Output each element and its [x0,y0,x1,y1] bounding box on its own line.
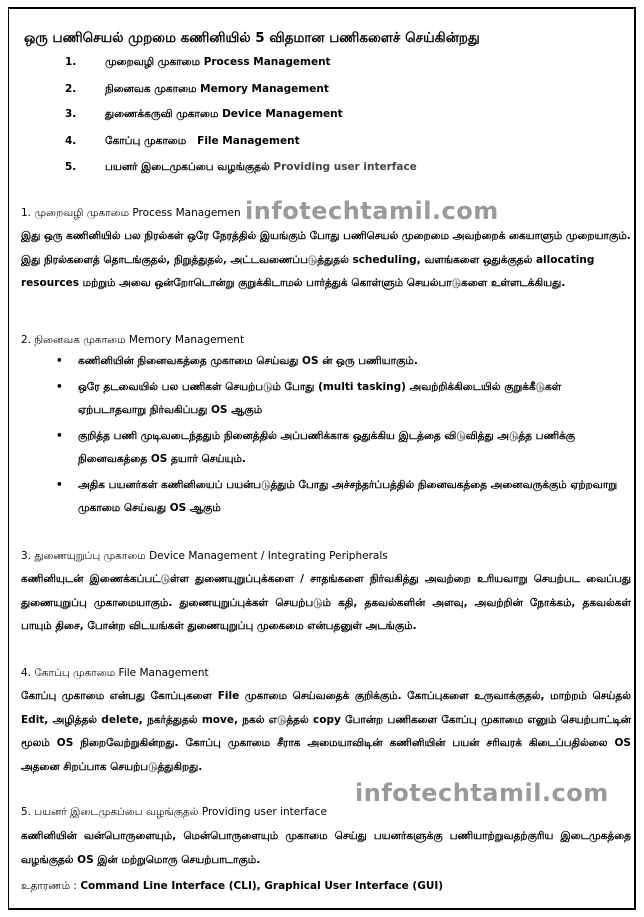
bullet-icon: • [56,380,63,393]
section-1-heading: 1. முறைவழி முகாமை Process Managemen [21,207,241,219]
example-line [21,880,443,893]
list-number: 3. [65,108,77,120]
bullet-item [48,474,628,521]
watermark: infotechtamil.com [245,197,499,225]
list-item [65,56,331,69]
bullet-text: அதிக பயனர்கள் கணினியைப் பயன்படுத்தும் போது அச்சந்தர்ப்பத்தில் நினைவகத்தை அனைவருக்கும் ஏற்றவாறு முகாமை செய்வது OS ஆகும் [78,478,618,514]
bullet-text: குறித்த பணி முடிவடைந்ததும் நினைத்தில் அப்பணிக்காக ஒதுக்கிய இடத்தை விடுவித்து அடுத்த பணிக்கு நினைவகத்தை OS தயார் செய்யும். [78,429,576,465]
list-tamil: பயனர் இடைமுகப்பை வழங்குதல் [105,161,270,173]
list-english: Process Management [203,56,331,68]
bullet-item [48,376,628,423]
list-tamil: முறைவழி முகாமை [105,56,201,68]
list-number: 1. [65,56,77,68]
list-item [65,108,343,121]
bullet-item [48,350,628,374]
section-4-body: கோப்பு முகாமை என்பது கோப்புகளை File முகாமை செய்வதைக் குறிக்கும். கோப்புகளை உருவாக்குதல், மாற்றம் செய்தல் Edit, அழித்தல் delete, நகர்த்துதல் move, நகல் எடுத்தல் copy போன்ற பணிகளை கோப்பு முகாமை எனும் செயற்பாட்டின் மூலம் OS நிறைவேற்றுகின்றது. கோப்பு முகாமை சீராக அமையாவிடின் கணினியின் பயன் சரிவரக் கிடைப்பதில்லை OS அதனை சிறப்பாக செயற்படுத்துகிறது. [21,690,631,773]
list-english: Providing user interface [273,161,417,173]
list-english: Memory Management [200,83,329,95]
list-tamil: கோப்பு முகாமை [105,135,187,147]
list-english: Device Management [222,108,343,120]
bullet-icon: • [56,355,63,367]
list-number: 5. [65,161,77,173]
bullet-icon: • [56,429,63,442]
list-number: 2. [65,83,77,95]
page-title: ஒரு பணிசெயல் முறமை கணினியில் 5 விதமான பணிகளைச் செய்கின்றது [24,30,480,46]
section-3-body: கணினியுடன் இணைக்கப்பட்டுள்ள துணையுறுப்புக்களை / சாதங்களை நிர்வகித்து அவற்றை உரியவாறு செயற்பட வைப்பது துணையுறுப்பு முகாமையாகும். துணையுறுப்புக்கள் செயற்படும் கதி, தகவல்களின் அளவு, அவற்றின் நோக்கம், தகவல்கள் பாயும் திசை, போன்ற விடயங்கள் துணையுறுப்பு முகைமை என்பதனுள் அடங்கும். [21,573,631,632]
section-1-body: இது ஒரு கணினியில் பல நிரல்கள் ஒரே நேரத்தில் இயங்கும் போது பணிசெயல் முறைமை அவற்றைக் கையாளும் முறையாகும். இது நிரல்களைத் தொடங்குதல், நிறுத்துதல், அட்டவணைப்படுத்துதல் scheduling, வளங்களை ஒதுக்குதல் allocating resources மற்றும் அவை ஒன்றோடொன்று குறுக்கிடாமல் பார்த்துக் கொள்ளும் செயல்பாடுகளை உள்ளடக்கியது. [21,230,631,289]
list-item [65,83,329,96]
bullet-item [48,425,628,472]
list-number: 4. [65,135,77,147]
watermark: infotechtamil.com [355,779,609,807]
list-item [65,161,417,174]
section-5-body: கணினியின் வன்பொருளையும், மென்பொருளையும் முகாமை செய்து பயனர்களுக்கு பணியாற்றுவதற்குரிய இடைமுகத்தை வழங்குதல் OS இன் மற்றுமொரு செயற்பாடாகும். [21,830,631,866]
bullet-text: ஒரே தடவையில் பல பணிகள் செயற்படும் போது (multi tasking) அவற்றிக்கிடையில் குறுக்கீடுகள் ஏற்படாதவாறு நிர்வகிப்பது OS ஆகும் [78,380,562,416]
list-tamil: துணைக்கருவி முகாமை [105,108,219,120]
example-text: Command Line Interface (CLI), Graphical User Interface (GUI) [80,880,444,892]
list-item [65,135,300,148]
section-3-heading: 3. துணையுறுப்பு முகாமை Device Management / Integrating Peripherals [21,550,388,562]
list-english: File Management [197,135,300,147]
section-5-heading: 5. பயனர் இடைமுகப்பை வழங்குதல் Providing user interface [21,806,327,818]
bullet-icon: • [56,478,63,491]
list-tamil: நினைவக முகாமை [105,83,197,95]
bullet-text: கணினியின் நினைவகத்தை முகாமை செய்வது OS ன் ஒரு பணியாகும். [78,355,418,367]
section-2-heading: 2. நினைவக முகாமை Memory Management [21,334,245,346]
memory-bullet-list [48,350,628,523]
example-label: உதாரணம் : [21,880,77,892]
section-4-heading: 4. கோப்பு முகாமை File Management [21,667,209,679]
